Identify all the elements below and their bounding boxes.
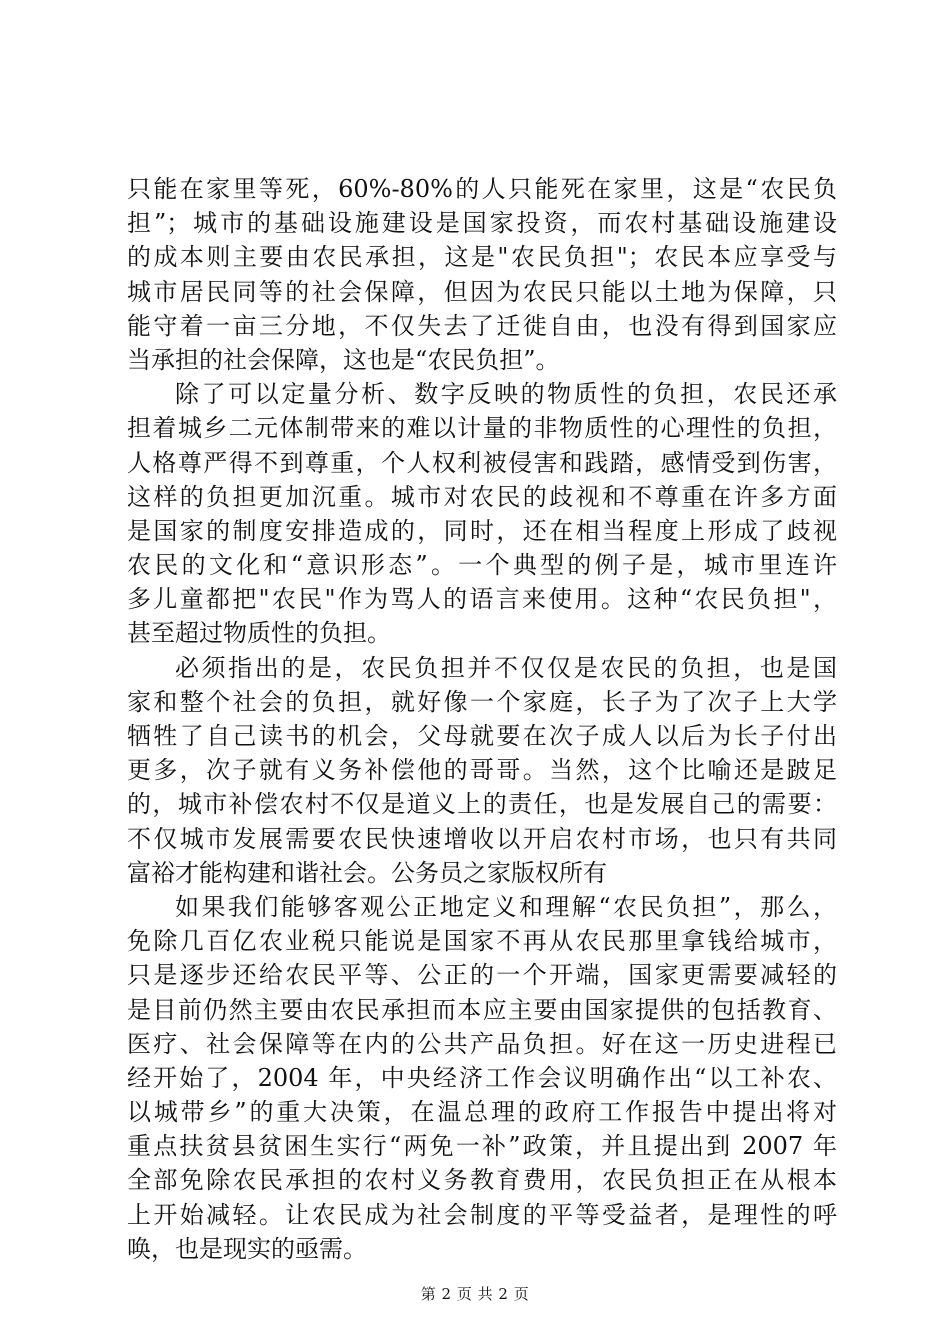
text-line: 必须指出的是，农民负担并不仅仅是农民的负担，也是国 [175, 653, 837, 682]
text-line: 医疗、社会保障等在内的公共产品负担。好在这一历史进程已 [127, 1029, 837, 1058]
text-line: 担着城乡二元体制带来的难以计量的非物质性的心理性的负担， [127, 414, 837, 443]
text-line: 富裕才能构建和谐社会。公务员之家版权所有 [127, 858, 607, 887]
text-line: 只是逐步还给农民平等、公正的一个开端，国家更需要减轻的 [127, 961, 837, 990]
text-line: 是目前仍然主要由农民承担而本应主要由国家提供的包括教育、 [127, 995, 837, 1024]
text-line: 担”；城市的基础设施建设是国家投资，而农村基础设施建设 [127, 209, 837, 238]
text-line: 是国家的制度安排造成的，同时，还在相当程度上形成了歧视 [127, 516, 837, 545]
text-line: 重点扶贫县贫困生实行“两免一补”政策，并且提出到 2007 年 [127, 1132, 837, 1161]
text-line: 当承担的社会保障，这也是“农民负担”。 [127, 345, 560, 374]
text-line: 除了可以定量分析、数字反映的物质性的负担，农民还承 [175, 380, 837, 409]
text-line: 的，城市补偿农村不仅是道义上的责任，也是发展自己的需要： [127, 790, 837, 819]
text-line: 的成本则主要由农民承担，这是"农民负担"；农民本应享受与 [127, 243, 837, 272]
text-line: 上开始减轻。让农民成为社会制度的平等受益者，是理性的呼 [127, 1200, 837, 1229]
text-line: 免除几百亿农业税只能说是国家不再从农民那里拿钱给城市， [127, 927, 837, 956]
text-line: 牺牲了自己读书的机会，父母就要在次子成人以后为长子付出 [127, 722, 837, 750]
text-line: 农民的文化和“意识形态”。一个典型的例子是，城市里连许 [127, 551, 837, 580]
paragraph [127, 172, 837, 377]
text-line: 不仅城市发展需要农民快速增收以开启农村市场，也只有共同 [127, 824, 837, 853]
text-line: 城市居民同等的社会保障，但因为农民只能以土地为保障，只 [127, 277, 837, 306]
text-line: 甚至超过物质性的负担。 [127, 619, 391, 648]
text-line: 经开始了，2004 年，中央经济工作会议明确作出“以工补农、 [127, 1063, 837, 1092]
text-line: 家和整个社会的负担，就好像一个家庭，长子为了次子上大学 [127, 687, 837, 716]
text-line: 如果我们能够客观公正地定义和理解“农民负担”，那么， [175, 892, 837, 921]
text-line: 多儿童都把"农民"作为骂人的语言来使用。这种“农民负担"， [127, 585, 837, 614]
page-footer: 第 2 页 共 2 页 [420, 1285, 530, 1303]
document-body [127, 172, 837, 1266]
text-line: 只能在家里等死，60%-80%的人只能死在家里，这是“农民负 [127, 175, 837, 203]
text-line: 人格尊严得不到尊重，个人权利被侵害和践踏，感情受到伤害， [127, 448, 837, 477]
text-line: 更多，次子就有义务补偿他的哥哥。当然，这个比喻还是跛足 [127, 756, 837, 785]
paragraph [127, 651, 837, 890]
paragraph [127, 377, 837, 651]
text-line: 能守着一亩三分地，不仅失去了迁徙自由，也没有得到国家应 [127, 311, 837, 340]
paragraph [127, 890, 837, 1266]
text-line: 全部免除农民承担的农村义务教育费用，农民负担正在从根本 [127, 1166, 837, 1195]
text-line: 这样的负担更加沉重。城市对农民的歧视和不尊重在许多方面 [127, 482, 837, 511]
text-line: 以城带乡”的重大决策，在温总理的政府工作报告中提出将对 [127, 1098, 837, 1127]
text-line: 唤，也是现实的亟需。 [127, 1234, 367, 1263]
